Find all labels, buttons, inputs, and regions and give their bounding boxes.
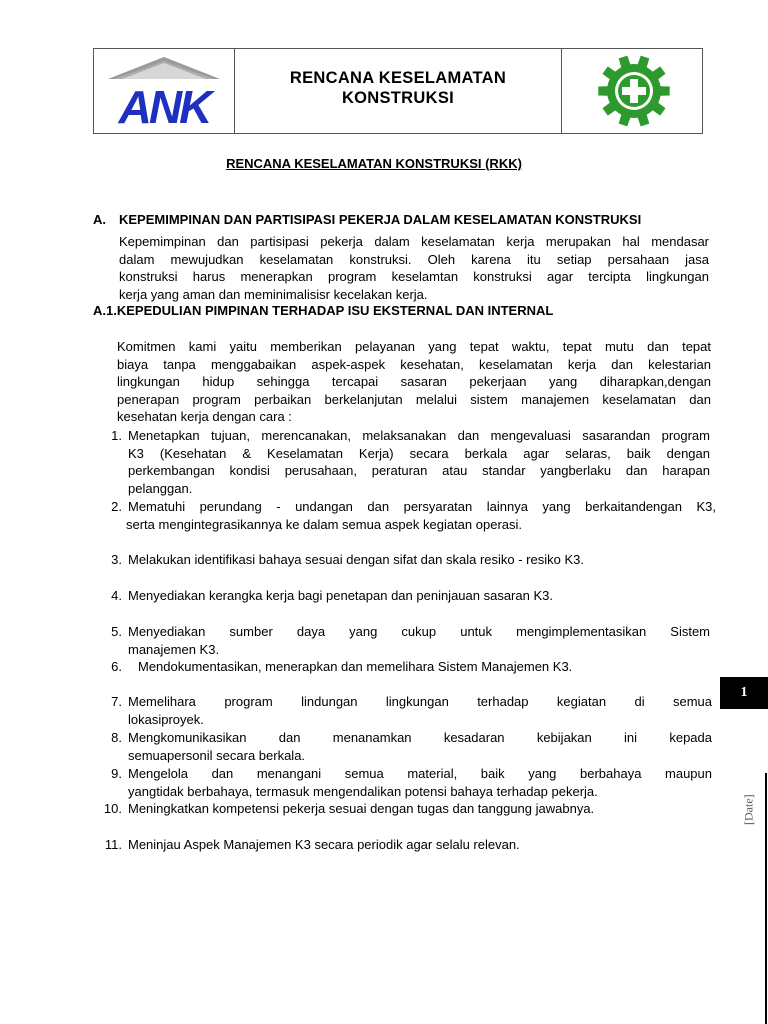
paragraph-line: Komitmen kami yaitu memberikan pelayanan yang tepat waktu, tepat mutu dan tepat (117, 339, 711, 354)
list-item-text (128, 800, 688, 818)
section-a-title: KEPEMIMPINAN DAN PARTISIPASI PEKERJA DALAM KESELAMATAN KONSTRUKSI (119, 212, 642, 227)
list-item-number: 7. (111, 694, 122, 709)
list-item-number: 4. (111, 588, 122, 603)
list-item-line: Menetapkan tujuan, merencanakan, melaksanakan dan mengevaluasi sasarandan program (128, 428, 710, 443)
list-item-text (128, 729, 712, 764)
company-logo-icon (94, 49, 234, 133)
date-placeholder: [Date] (741, 794, 756, 826)
svg-text:ANK: ANK (118, 81, 210, 133)
document-header (93, 48, 703, 134)
list-item-line: Menyediakan kerangka kerja bagi penetapan dan peninjauan sasaran K3. (128, 588, 553, 603)
header-title (290, 68, 506, 108)
list-item-number: 2. (111, 499, 122, 514)
section-a1-heading: A.1.KEPEDULIAN PIMPINAN TERHADAP ISU EKSTERNAL DAN INTERNAL (93, 303, 554, 318)
list-item-text (128, 836, 688, 854)
list-item-line: pelanggan. (128, 480, 193, 496)
list-item-text (128, 693, 712, 728)
list-item-line: semuapersonil secara berkala. (128, 747, 306, 763)
document-title: RENCANA KESELAMATAN KONSTRUKSI (RKK) (226, 156, 522, 171)
list-item-text (128, 427, 710, 497)
section-a1-paragraph (117, 338, 711, 426)
list-item-text (128, 623, 710, 658)
paragraph-line: biaya tanpa menggabaikan aspek-aspek kesehatan, keselamatan kerja dan kelestarian (117, 356, 711, 372)
list-item-line: Mengelola dan menangani semua material, baik yang berbahaya maupun (128, 766, 712, 781)
header-title-cell (235, 49, 562, 133)
paragraph-line: lingkungan hidup sehingga tercapai sasaran pekerjaan yang diharapkan,dengan (117, 374, 711, 390)
list-item-text (128, 587, 688, 605)
company-logo-cell (94, 49, 235, 133)
list-item-line: yangtidak berbahaya, termasuk mengendalikan potensi bahaya terhadap pekerja. (128, 783, 598, 799)
list-item-number: 3. (111, 552, 122, 567)
list-item-text (128, 498, 716, 533)
section-a-paragraph (119, 233, 709, 303)
paragraph-line: Kepemimpinan dan partisipasi pekerja dalam keselamatan kerja merupakan hal mendasar (119, 234, 709, 249)
paragraph-line: kesehatan kerja dengan cara : (117, 409, 292, 425)
list-item-number: 10. (103, 801, 122, 816)
list-item-number: 5. (111, 624, 122, 639)
list-item-line: Mematuhi perundang - undangan dan persyaratan lainnya yang berkaitandengan K3, (128, 499, 716, 514)
list-item-line: Meningkatkan kompetensi pekerja sesuai dengan tugas dan tanggung jawabnya. (128, 801, 595, 816)
header-title-line1: RENCANA KESELAMATAN (289, 69, 507, 87)
paragraph-line: kerja yang aman dan meminimalisisr kecelakan kerja. (119, 286, 428, 302)
list-item-number: 6. (111, 659, 122, 674)
list-item-line: Melakukan identifikasi bahaya sesuai dengan sifat dan skala resiko - resiko K3. (128, 552, 584, 567)
header-title-line2: KONSTRUKSI (341, 89, 455, 107)
list-item-line: Mengkomunikasikan dan menanamkan kesadaran kebijakan ini kepada (128, 730, 712, 745)
list-item-line: Memelihara program lindungan lingkungan terhadap kegiatan di semua (128, 694, 712, 709)
section-a-heading (93, 212, 641, 227)
list-item-line: lokasiproyek. (128, 711, 204, 727)
page-number-badge: 1 (720, 677, 768, 709)
list-item-number: 8. (111, 730, 122, 745)
list-item-line: Mendokumentasikan, menerapkan dan memelihara Sistem Manajemen K3. (138, 659, 573, 674)
list-item-line: serta mengintegrasikannya ke dalam semua aspek kegiatan operasi. (126, 516, 523, 532)
list-item-line: Menyediakan sumber daya yang cukup untuk mengimplementasikan Sistem (128, 624, 710, 639)
list-item-line: K3 (Kesehatan & Keselamatan Kerja) secara berkala agar selaras, baik dengan (128, 445, 710, 461)
section-a-number: A. (93, 212, 106, 227)
paragraph-line: penerapan program perbaikan berkelanjutan melalui sistem manajemen keselamatan dan (117, 391, 711, 407)
list-item-line: perkembangan kondisi perusahaan, peraturan atau standar yangberlaku dan harapan (128, 463, 710, 479)
k3-logo-cell (562, 49, 702, 133)
paragraph-line: dalam mewujudkan keselamatan konstruksi. Oleh karena itu setiap persahaan jasa (119, 251, 709, 267)
list-item-number: 1. (111, 428, 122, 443)
list-item-line: Meninjau Aspek Manajemen K3 secara periodik agar selalu relevan. (128, 837, 520, 852)
k3-gear-icon (562, 49, 702, 133)
list-item-number: 11. (104, 837, 122, 852)
list-item-text (128, 551, 688, 569)
side-divider (765, 773, 767, 1024)
paragraph-line: konstruksi harus menerapkan program keselamtan konstruksi agar tercipta lingkungan (119, 269, 709, 285)
list-item-number: 9. (111, 766, 122, 781)
list-item-line: manajemen K3. (128, 641, 220, 657)
list-item-text (128, 765, 712, 800)
list-item-text (138, 658, 698, 676)
